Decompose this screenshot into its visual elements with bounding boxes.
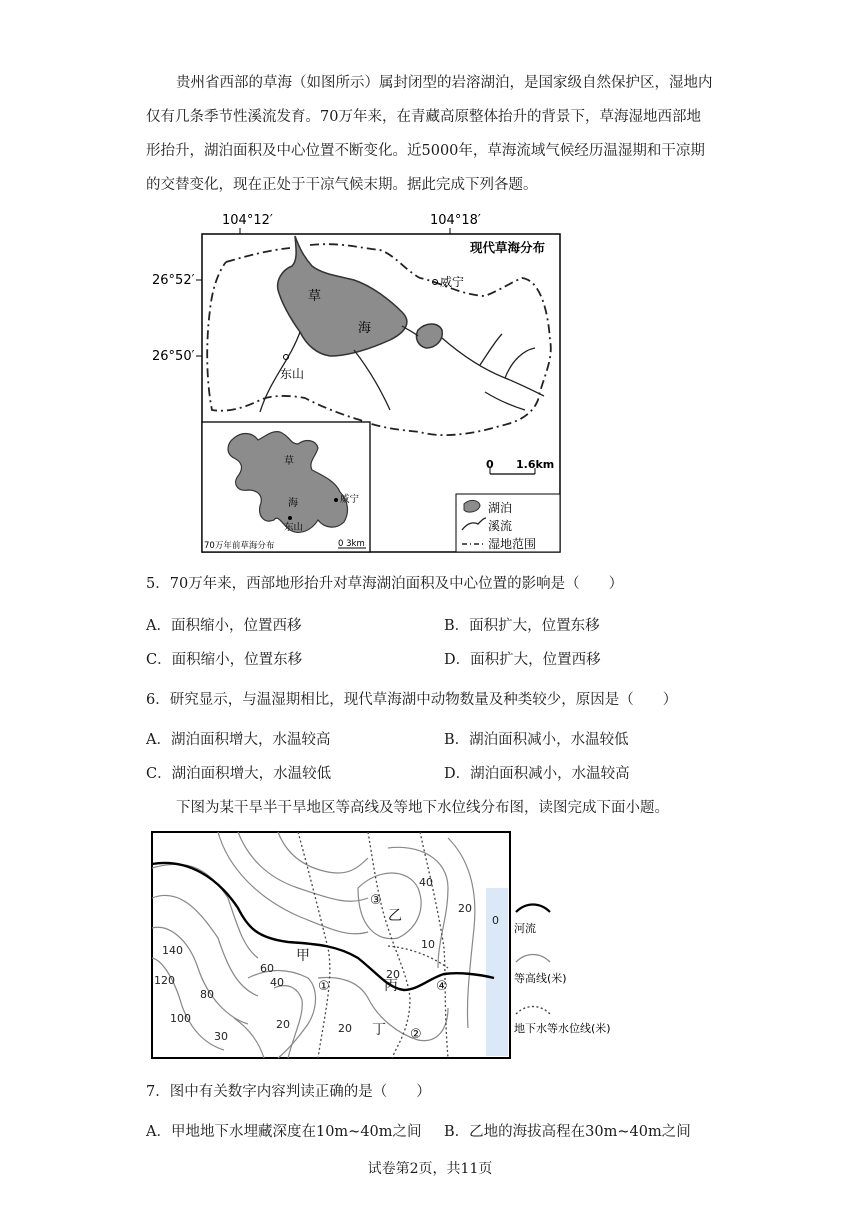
intro-paragraph-1: 贵州省西部的草海（如图所示）属封闭型的岩溶湖泊，是国家级自然保护区，湿地内仅有几条季节性溪流发育。70万年来，在青藏高原整体抬升的背景下，草海湿地西部地形抬升，湖泊面积及中心位置不断变化。近5000年，草海流域气候经历温湿期和干凉期的交替变化，现在正处于干凉气候末期。据此完成下列各题。 <box>146 75 713 193</box>
q5-option-b[interactable]: B．面积扩大，位置东移 <box>444 618 600 634</box>
q7-option-b[interactable]: B．乙地的海拔高程在30m~40m之间 <box>444 1124 691 1140</box>
point-2: ② <box>410 1027 422 1042</box>
page-footer: 试卷第2页，共11页 <box>367 1161 493 1177</box>
point-1: ① <box>318 979 330 994</box>
contour-label-20-b: 20 <box>338 1022 352 1035</box>
point-jia: 甲 <box>296 948 310 964</box>
stream-2 <box>354 350 390 410</box>
contour-label-60: 60 <box>260 962 274 975</box>
stream-6 <box>505 348 535 378</box>
legend-groundwater-swatch <box>516 1007 550 1015</box>
inset-scale: 0 3km <box>338 539 365 549</box>
point-ding: 丁 <box>372 1022 386 1038</box>
small-lake <box>416 324 442 348</box>
inset-dongshan-label: 东山 <box>284 522 304 533</box>
inset-weining-label: 威宁 <box>340 494 360 505</box>
lat-top-label: 26°52′ <box>152 273 195 288</box>
contour-label-40-b: 40 <box>419 876 433 889</box>
lake-label-1: 草 <box>308 289 322 304</box>
q6-option-c[interactable]: C．湖泊面积增大，水温较低 <box>146 766 332 782</box>
legend-river-label: 河流 <box>514 922 536 935</box>
stream-7 <box>485 392 525 410</box>
lake-label-2: 海 <box>358 321 372 336</box>
q5-option-a[interactable]: A．面积缩小，位置西移 <box>146 618 302 634</box>
contour-label-0: 0 <box>492 914 499 927</box>
inset-lake-label-2: 海 <box>288 498 298 509</box>
inset-dongshan-marker <box>288 516 292 520</box>
point-yi: 乙 <box>388 908 402 924</box>
question-5-stem: 5．70万年来，西部地形抬升对草海湖泊面积及中心位置的影响是（ ） <box>146 576 624 592</box>
inset-weining-marker <box>334 498 338 502</box>
contour-label-80: 80 <box>200 988 214 1001</box>
legend-groundwater-label: 地下水等水位线(米) <box>514 1022 611 1035</box>
contour-label-40-a: 40 <box>270 976 284 989</box>
legend-stream-label: 溪流 <box>488 519 513 533</box>
contour-map-figure <box>148 828 698 1064</box>
contour-label-30: 30 <box>214 1030 228 1043</box>
caohai-map-figure <box>140 200 580 560</box>
contour-label-20-c: 20 <box>386 968 400 981</box>
legend-river-swatch <box>516 905 550 913</box>
lon-right-label: 104°18′ <box>430 213 481 228</box>
inset-title: 70万年前草海分布 <box>204 541 275 551</box>
scale-zero: 0 <box>486 458 494 471</box>
map-title: 现代草海分布 <box>470 240 546 255</box>
point-3: ③ <box>370 893 382 908</box>
legend-contour-swatch <box>516 955 550 963</box>
q5-option-c[interactable]: C．面积缩小，位置东移 <box>146 652 303 668</box>
q7-option-a[interactable]: A．甲地地下水埋藏深度在10m~40m之间 <box>146 1124 422 1140</box>
stream-5 <box>480 334 502 365</box>
point-bing: 丙 <box>384 978 398 994</box>
point-4: ④ <box>436 979 448 994</box>
contour-label-140: 140 <box>162 944 183 957</box>
contour-label-10: 10 <box>421 938 435 951</box>
legend-contour-label: 等高线(米) <box>514 972 567 985</box>
question-6-stem: 6．研究显示，与温湿期相比，现代草海湖中动物数量及种类较少，原因是（ ） <box>146 692 678 708</box>
q6-option-a[interactable]: A．湖泊面积增大，水温较高 <box>146 732 331 748</box>
stream-4 <box>442 338 544 396</box>
contour-label-20-a: 20 <box>276 1018 290 1031</box>
weining-label: 威宁 <box>440 275 465 289</box>
lat-bottom-label: 26°50′ <box>152 349 195 364</box>
q5-option-d[interactable]: D．面积扩大，位置西移 <box>444 652 601 668</box>
contour-label-120: 120 <box>154 974 175 987</box>
contour-label-20-d: 20 <box>458 902 472 915</box>
stream-3 <box>402 326 418 336</box>
contour-map-frame <box>152 832 510 1058</box>
scale-value: 1.6km <box>516 458 555 471</box>
q6-option-d[interactable]: D．湖泊面积减小，水温较高 <box>444 766 630 782</box>
contour-label-100: 100 <box>170 1012 191 1025</box>
q6-option-b[interactable]: B．湖泊面积减小，水温较低 <box>444 732 629 748</box>
legend-wetland-label: 湿地范围 <box>488 537 537 551</box>
lon-left-label: 104°12′ <box>222 213 273 228</box>
intro-paragraph-2: 下图为某干旱半干旱地区等高线及等地下水位线分布图，读图完成下面小题。 <box>176 800 669 816</box>
question-7-stem: 7．图中有关数字内容判读正确的是（ ） <box>146 1084 431 1100</box>
dongshan-label: 东山 <box>280 367 305 381</box>
legend-lake-label: 湖泊 <box>488 501 513 515</box>
inset-lake-label-1: 草 <box>284 456 294 467</box>
